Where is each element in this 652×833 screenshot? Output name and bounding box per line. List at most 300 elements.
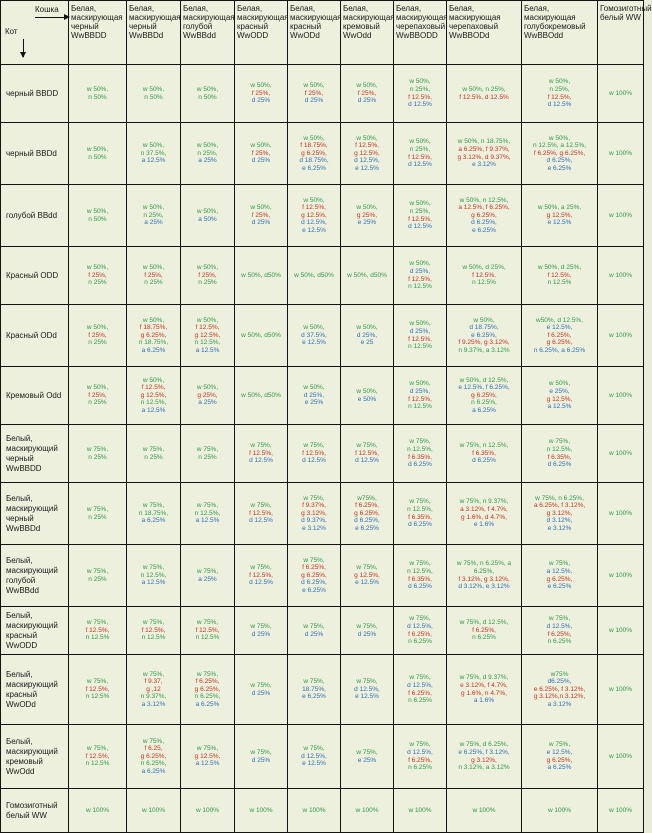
table-cell (341, 545, 394, 607)
table-cell (181, 123, 235, 185)
table-cell (447, 247, 522, 305)
cell-line: a 6.25% (141, 517, 166, 525)
cell-line: w 100% (472, 806, 496, 814)
cell-line: w 75%, (303, 556, 325, 564)
column-header: Белая, маскирующая кремовый WwOdd (341, 1, 394, 65)
cell-line: w 50%, (356, 204, 378, 212)
table-row (1, 545, 644, 607)
table-cell (181, 185, 235, 247)
table-cell (181, 607, 235, 655)
cell-line: n 12.5% (408, 283, 432, 291)
cell-line: n 6.25% (408, 638, 432, 646)
cell-line: g 6.25%, (140, 752, 167, 760)
row-header: Белый, маскирующий черный WwBBDD (1, 425, 69, 483)
cell-line: n 6.25% (408, 764, 432, 772)
cell-line: n 12.5% (85, 760, 110, 768)
table-cell (235, 655, 288, 725)
table-cell (69, 425, 127, 483)
table-cell (598, 65, 644, 123)
cell-line: d 25% (251, 97, 271, 105)
cell-line: w 75%, (250, 622, 272, 630)
table-cell (598, 655, 644, 725)
cell-line: d 3.12%, e 3.12% (458, 583, 510, 591)
table-cell (598, 185, 644, 247)
cell-line: n 6.25% (408, 697, 432, 705)
table-cell (341, 247, 394, 305)
cell-line: w 50%, (196, 316, 219, 324)
table-cell (394, 483, 447, 545)
cell-line: f 6.35%, (547, 453, 572, 461)
cell-line: g 3.12%, (301, 509, 327, 517)
cell-line: w 75%, (86, 619, 109, 627)
cell-line: d 12.5%, (407, 681, 433, 689)
cell-line: a 12.5% (195, 517, 220, 525)
cell-line: w 50%, (356, 82, 378, 90)
cell-line: n 25% (144, 453, 163, 461)
cell-line: w 50%, (548, 134, 571, 142)
cell-line: f 6.25%, (355, 502, 379, 510)
cell-line: w 50%, (142, 316, 165, 324)
cell-line: w 75%, (86, 678, 109, 686)
cell-line: d 12.5%, (407, 622, 433, 630)
table-cell (288, 483, 341, 545)
cell-line: n 6.25%, (194, 693, 221, 701)
table-cell (181, 545, 235, 607)
table-cell (522, 247, 598, 305)
cell-line: e 25 (360, 339, 374, 347)
cell-line: g 3.12%, (471, 756, 497, 764)
cell-line: g 6.25%, (546, 339, 573, 347)
cell-line: 18.75%, (302, 685, 326, 693)
cell-line: a 12.5% (547, 403, 572, 411)
cell-line: w 75%, (409, 741, 431, 749)
cell-line: n 6.25%, (140, 760, 167, 768)
cell-line: w 75%, (548, 438, 571, 446)
cell-line: f 12.5%, (85, 626, 110, 634)
cell-line: f 12.5%, (472, 271, 496, 279)
table-cell (447, 367, 522, 425)
cell-line: n 25% (88, 399, 107, 407)
cell-line: w 75%, (409, 674, 431, 682)
cell-line: g 6.25%, (354, 509, 380, 517)
cell-line: n 12.5% (85, 634, 110, 642)
row-header: Белый, маскирующий голубой WwBBdd (1, 545, 69, 607)
cell-line: w 50%, (86, 384, 109, 392)
cell-line: n 25% (144, 279, 163, 287)
cell-line: g 6.25%, (194, 685, 221, 693)
cell-line: w 75%, (548, 615, 571, 623)
table-cell (447, 65, 522, 123)
cell-line: f 12.5%, d 12.5% (459, 93, 509, 101)
cell-line: w 50%, d50% (347, 271, 387, 279)
table-cell (288, 65, 341, 123)
table-cell (288, 655, 341, 725)
table-cell (288, 123, 341, 185)
cell-line: d 12.5% (249, 517, 273, 525)
cell-line: n 12.5%, (407, 567, 433, 575)
table-cell (235, 607, 288, 655)
table-cell (181, 425, 235, 483)
cell-line: f 6.25%, (302, 564, 326, 572)
cell-line: w 75%, (356, 442, 378, 450)
table-cell (341, 483, 394, 545)
cell-line: d 12.5% (249, 579, 273, 587)
table-cell (598, 305, 644, 367)
table-cell (522, 123, 598, 185)
table-cell (598, 425, 644, 483)
cell-line: d 37.5%, (301, 331, 327, 339)
row-header: Белый, маскирующий красный WwODd (1, 655, 69, 725)
cell-line: f 25%, (251, 149, 271, 157)
table-cell (522, 483, 598, 545)
cell-line: w 50%, (86, 264, 109, 272)
table-cell (341, 607, 394, 655)
cell-line: f 18.75%, (300, 142, 328, 150)
cell-line: a 12.5% (141, 406, 166, 414)
cell-line: d 3.12%, (546, 517, 573, 525)
cell-line: f 6.35%, (408, 453, 432, 461)
cell-line: w 50%, (196, 142, 219, 150)
cell-line: f 12.5%, (195, 324, 220, 332)
cell-line: f 12.5%, (408, 93, 432, 101)
cell-line: g 12.5%, (140, 391, 167, 399)
cell-line: e 12.5%, f 6.25%, (458, 384, 510, 392)
cell-line: f 12.5%, (195, 626, 220, 634)
table-cell (447, 725, 522, 789)
cell-line: f 6.25%, (472, 626, 496, 634)
cell-line: w 50%, (303, 134, 325, 142)
table-cell (288, 789, 341, 833)
cell-line: w 50%, (356, 324, 378, 332)
cell-line: n 50% (198, 93, 217, 101)
cell-line: a 6.25% (195, 700, 220, 708)
cell-line: n 25%, (549, 85, 570, 93)
table-row (1, 185, 644, 247)
cell-line: w 75%, (142, 670, 165, 678)
cell-line: e 12.5% (355, 693, 379, 701)
cell-line: w 75%, (303, 678, 325, 686)
table-cell (69, 247, 127, 305)
cell-line: f 12.5%, (547, 271, 572, 279)
cell-line: d 25% (357, 97, 377, 105)
cell-line: w 50%, (86, 85, 109, 93)
cell-line: e 6.25% (547, 583, 572, 591)
cell-line: f 3.12%, g 3.12%, (458, 575, 510, 583)
cell-line: d 12.5% (408, 223, 432, 231)
table-cell (288, 725, 341, 789)
cell-line: w 75%, (409, 438, 431, 446)
table-cell (447, 655, 522, 725)
table-row (1, 305, 644, 367)
cell-line: n 25%, (409, 145, 431, 153)
row-header: Гомозиготный белый WW (1, 789, 69, 833)
table-cell (394, 607, 447, 655)
cell-line: a 50% (198, 215, 217, 223)
cell-line: w 50%, (142, 142, 165, 150)
table-cell (288, 425, 341, 483)
cell-line: w 50%, d50% (241, 271, 281, 279)
cell-line: w 75%, d 12.5%, (459, 619, 509, 627)
table-cell (341, 123, 394, 185)
table-cell (341, 367, 394, 425)
cell-line: f 9.37%, (302, 502, 326, 510)
cell-line: w 50%, (356, 134, 378, 142)
cell-line: d 25% (251, 157, 271, 165)
cell-line: w 100% (195, 806, 220, 814)
cell-line: w 50%, (303, 196, 325, 204)
cell-line: e 3.12% (547, 524, 572, 532)
table-cell (522, 725, 598, 789)
cell-line: w 50%, (86, 324, 109, 332)
cell-line: g 6.25%, (546, 756, 573, 764)
cell-line: f 6.25%, (195, 678, 220, 686)
cell-line: w 50%, (250, 204, 272, 212)
table-cell (288, 607, 341, 655)
cell-line: n 25%, (197, 149, 218, 157)
table-cell (394, 789, 447, 833)
cell-line: e 3.12% (302, 524, 326, 532)
cell-line: f 6.35%, (408, 513, 432, 521)
cell-line: w75%, (357, 494, 377, 502)
table-cell (181, 725, 235, 789)
cell-line: f 12.5%, (249, 571, 273, 579)
cell-line: d 25% (251, 689, 271, 697)
cell-line: d 25% (357, 630, 377, 638)
table-cell (522, 425, 598, 483)
table-cell (288, 247, 341, 305)
column-header: Белая, маскирующая черепаховый WwBBODD (394, 1, 447, 65)
column-header: Белая, маскирующая черный WwBBDD (69, 1, 127, 65)
table-cell (598, 789, 644, 833)
cell-line: n 9.37%, a 3.12% (458, 346, 510, 354)
cell-line: f 6.25%, g 6.25%, (533, 149, 586, 157)
table-cell (127, 545, 181, 607)
cell-line: w 100% (408, 806, 432, 814)
cell-line: f 12.5%, (302, 204, 326, 212)
cell-line: w 50%, d50% (241, 331, 281, 339)
cell-line: w 50%, n 25%, (462, 85, 506, 93)
cell-line: w 50%, (303, 384, 325, 392)
cell-line: w 75%, (250, 442, 272, 450)
table-cell (394, 545, 447, 607)
cell-line: f 12.5%, (85, 685, 110, 693)
cell-line: n 12.5% (141, 634, 166, 642)
cell-line: w 100% (249, 806, 273, 814)
cell-line: g 12.5%, (301, 211, 327, 219)
cell-line: f 12.5%, (141, 384, 166, 392)
cell-line: w 75%, (250, 748, 272, 756)
column-header: Белая, маскирующая голубокремовый WwBBOdd (522, 1, 598, 65)
cell-line: g ,12 (146, 685, 161, 693)
table-cell (181, 367, 235, 425)
table-cell (394, 305, 447, 367)
table-cell (394, 425, 447, 483)
cell-line: w 100% (608, 449, 633, 457)
cell-line: w 50%, d 25%, (462, 264, 506, 272)
table-cell (522, 545, 598, 607)
table-cell (598, 725, 644, 789)
cell-line: e 6.25% (547, 164, 572, 172)
cell-line: w 75%, (356, 564, 378, 572)
cell-line: a 6.25% (472, 406, 496, 414)
cell-line: d 12.5%, (301, 219, 327, 227)
cell-line: f 25%, (357, 89, 377, 97)
table-cell (69, 123, 127, 185)
cell-line: w 50%, d50% (294, 271, 334, 279)
table-cell (127, 247, 181, 305)
cell-line: w 50%, (196, 207, 219, 215)
cell-line: d 12.5%, (354, 157, 380, 165)
cell-line: e 6.25%, (471, 331, 497, 339)
cell-line: f 18.75%, (139, 324, 168, 332)
table-cell (235, 65, 288, 123)
cell-line: w75% (550, 670, 569, 678)
cell-line: f 12.5%, (408, 275, 432, 283)
table-cell (522, 655, 598, 725)
table-cell (598, 545, 644, 607)
cell-line: g 1.6%, d 4.7%, (461, 513, 507, 521)
cell-line: n 12.5% (472, 279, 496, 287)
table-cell (127, 483, 181, 545)
table-cell (69, 65, 127, 123)
table-row (1, 425, 644, 483)
table-row (1, 655, 644, 725)
cell-line: f 25%, (251, 89, 271, 97)
cell-line: w 75%, (142, 619, 165, 627)
cell-line: d 6.25% (472, 457, 496, 465)
cell-line: e 25%, (549, 387, 570, 395)
cell-line: n 12.5% (195, 634, 220, 642)
cell-line: f 12.5%, (408, 153, 432, 161)
row-header: черный BBDd (1, 123, 69, 185)
column-header: Гомозиготный белый WW (598, 1, 644, 65)
table-cell (127, 123, 181, 185)
cell-line: g 12.5%, (354, 571, 380, 579)
table-cell (522, 789, 598, 833)
cell-line: d 25% (304, 97, 324, 105)
cell-line: e 12.5% (547, 219, 572, 227)
table-cell (447, 123, 522, 185)
cell-line: w 75%, (250, 502, 272, 510)
cell-line: d 25%, (409, 387, 431, 395)
cell-line: d 18.75%, (469, 324, 499, 332)
table-cell (235, 789, 288, 833)
cell-line: w 75%, (196, 670, 219, 678)
cell-line: f 12.5%, (249, 449, 273, 457)
table-cell (447, 305, 522, 367)
cell-line: d 25%, (303, 391, 325, 399)
cell-line: n 50% (88, 93, 107, 101)
cell-line: w 50%, d50% (241, 391, 281, 399)
cell-line: w 100% (547, 806, 572, 814)
cell-line: w 50%, (409, 78, 431, 86)
row-header: Белый, маскирующий черный WwBBDd (1, 483, 69, 545)
cell-line: a 12.5%, f 6.25%, (458, 204, 510, 212)
table-cell (341, 725, 394, 789)
table-cell (69, 789, 127, 833)
table-cell (181, 655, 235, 725)
cell-line: a 6.25% (547, 764, 572, 772)
cell-line: d 12.5% (302, 457, 326, 465)
table-cell (598, 247, 644, 305)
cell-line: f 25%, (251, 211, 271, 219)
table-cell (598, 483, 644, 545)
table-row (1, 483, 644, 545)
cell-line: e 3.12%, f 4.7%, (460, 681, 508, 689)
cell-line: e 3.12% (472, 161, 496, 169)
cell-line: w 50%, (548, 78, 571, 86)
cell-line: w 50%, (142, 85, 165, 93)
table-cell (394, 725, 447, 789)
table-cell (69, 483, 127, 545)
cell-line: f 6.25%, (408, 630, 432, 638)
cell-line: e 12.5% (355, 579, 379, 587)
cell-line: w 50%, (409, 320, 431, 328)
cell-line: d 25%, (409, 327, 431, 335)
row-header: Красный ODd (1, 305, 69, 367)
table-cell (69, 655, 127, 725)
cell-line: d 12.5%, (407, 748, 433, 756)
table-cell (522, 367, 598, 425)
cell-line: n 50% (88, 215, 107, 223)
cell-line: w 50%, a 25%, (537, 204, 582, 212)
cell-line: a 25% (198, 157, 217, 165)
cell-line: n 50% (88, 153, 107, 161)
cell-line: n 25% (88, 453, 107, 461)
cell-line: w 75%, (303, 494, 325, 502)
table-cell (288, 185, 341, 247)
table-cell (127, 725, 181, 789)
cell-line: w 50%, (142, 376, 165, 384)
cell-line: d 6.25%, (354, 517, 380, 525)
cell-line: f 12.5%, (355, 142, 379, 150)
row-header: Кремовый Odd (1, 367, 69, 425)
cell-line: w 75%, (409, 560, 431, 568)
cell-line: g 12.5%, (354, 149, 380, 157)
cell-line: w 50%, (303, 82, 325, 90)
cell-line: d 12.5%, (301, 752, 327, 760)
cell-line: g 12.5%, (194, 331, 221, 339)
cell-line: w 100% (608, 626, 633, 634)
cell-line: e 6.25% (472, 226, 496, 234)
cell-line: n 12.5% (547, 279, 572, 287)
cell-line: w 50%, (356, 387, 378, 395)
cell-line: w 75%, n 9.37%, (459, 498, 509, 506)
cell-line: d 12.5%, (546, 622, 573, 630)
cell-line: w 75%, (196, 745, 219, 753)
cell-line: n 18.75%, (138, 339, 169, 347)
cell-line: g 12.5%, (194, 752, 221, 760)
table-cell (127, 305, 181, 367)
cell-line: w 75%, (142, 737, 165, 745)
column-header: Белая, маскирующая красный WwODd (288, 1, 341, 65)
cell-line: f 25%, (144, 271, 163, 279)
table-cell (522, 305, 598, 367)
cell-line: d 12.5% (355, 457, 379, 465)
cell-line: a 6.25%, f 3.12%, (533, 502, 586, 510)
cell-line: a 12.5% (141, 157, 166, 165)
cell-line: d 6.25% (408, 461, 432, 469)
cell-line: e 6.25% (302, 164, 326, 172)
table-cell (341, 185, 394, 247)
table-cell (235, 483, 288, 545)
cell-line: w 100% (608, 571, 633, 579)
table-cell (69, 185, 127, 247)
cell-line: w 50%, (142, 204, 165, 212)
cell-line: f 25%, (304, 89, 324, 97)
cell-line: n 25% (198, 453, 217, 461)
cell-line: n 25%, (409, 85, 431, 93)
